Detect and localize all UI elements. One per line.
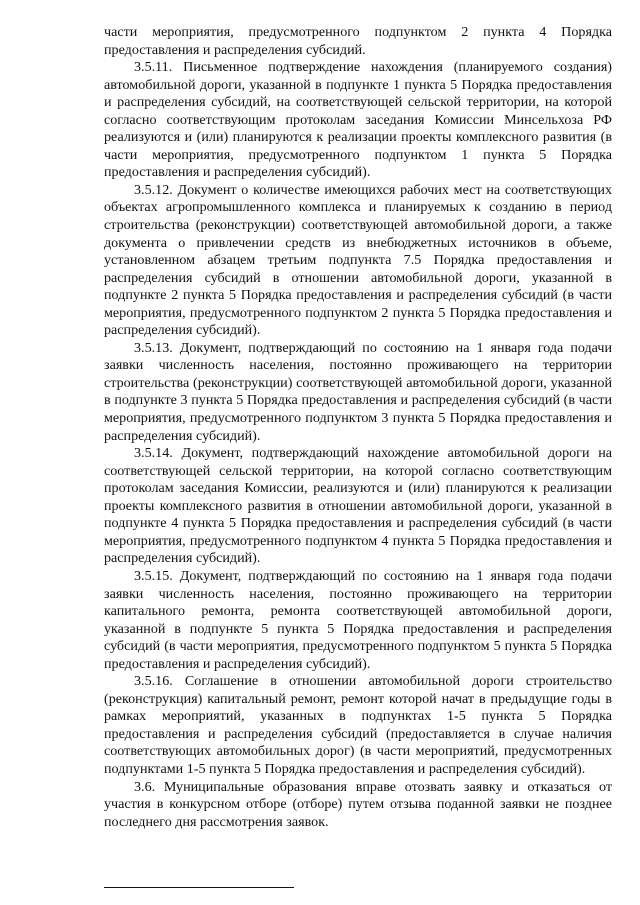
paragraph-3-5-15: 3.5.15. Документ, подтверждающий по состоянию на 1 января года подачи заявки численность населения, постоянно проживающего на территории капитального ремонта, ремонта соответствующей автомобильной дороги, указанной в подпункте 5 пункта 5 Порядка предоставления и распределения субсидий (в части мероприятия, предусмотренного подпунктом 5 пункта 5 Порядка предоставления и распределения субсидий).	[104, 567, 612, 672]
footnote-separator	[104, 887, 294, 888]
paragraph-3-5-12: 3.5.12. Документ о количестве имеющихся рабочих мест на соответствующих объектах агропромышленного комплекса и планируемых к созданию в период строительства (реконструкции) соответствующей автомобильной дороги, а также документа о привлечении средств из внебюджетных источников в объеме, установленном абзацем третьим подпункта 7.5 Порядка предоставления и распределения субсидий в отношении автомобильной дороги, указанной в подпункте 2 пункта 5 Порядка предоставления и распределения субсидий (в части мероприятия, предусмотренного подпунктом 2 пункта 5 Порядка предоставления и распределения субсидий).	[104, 181, 612, 339]
paragraph-continuation: части мероприятия, предусмотренного подпунктом 2 пункта 4 Порядка предоставления и распределения субсидий.	[104, 24, 612, 58]
paragraph-3-5-16: 3.5.16. Соглашение в отношении автомобильной дороги строительство (реконструкция) капитальный ремонт, ремонт которой начат в предыдущие годы в рамках мероприятий, указанных в подпунктах 1-5 пункта 5 Порядка предоставления и распределения субсидий (предоставляется в случае наличия соответствующих автомобильных дорог) (в части мероприятий, предусмотренных подпунктами 1-5 пункта 5 Порядка предоставления и распределения субсидий).	[104, 673, 612, 777]
paragraph-3-5-14: 3.5.14. Документ, подтверждающий нахождение автомобильной дороги на соответствующей сельской территории, на которой согласно соответствующим протоколам заседания Комиссии, реализуются и (или) планируются к реализации проекты комплексного развития в отношении автомобильной дороги, указанной в подпункте 4 пункта 5 Порядка предоставления и распределения субсидий (в части мероприятия, предусмотренного подпунктом 4 пункта 5 Порядка предоставления и распределения субсидий).	[104, 445, 612, 567]
document-page	[104, 24, 612, 831]
paragraph-3-6: 3.6. Муниципальные образования вправе отозвать заявку и отказаться от участия в конкурсном отборе (отборе) путем отзыва поданной заявки не позднее последнего дня рассмотрения заявок.	[104, 778, 612, 830]
paragraph-3-5-11: 3.5.11. Письменное подтверждение нахождения (планируемого создания) автомобильной дороги, указанной в подпункте 1 пункта 5 Порядка предоставления и распределения субсидий, на соответствующей сельской территории, на которой согласно соответствующим протоколам заседания Комиссии Минсельхоза РФ реализуются и (или) планируются к реализации проекты комплексного развития (в части мероприятия, предусмотренного подпунктом 1 пункта 5 Порядка предоставления и распределения субсидий).	[104, 59, 612, 181]
paragraph-3-5-13: 3.5.13. Документ, подтверждающий по состоянию на 1 января года подачи заявки численность населения, постоянно проживающего на территории строительства (реконструкции) соответствующей автомобильной дороги, указанной в подпункте 3 пункта 5 Порядка предоставления и распределения субсидий (в части мероприятия, предусмотренного подпунктом 3 пункта 5 Порядка предоставления и распределения субсидий).	[104, 339, 612, 444]
